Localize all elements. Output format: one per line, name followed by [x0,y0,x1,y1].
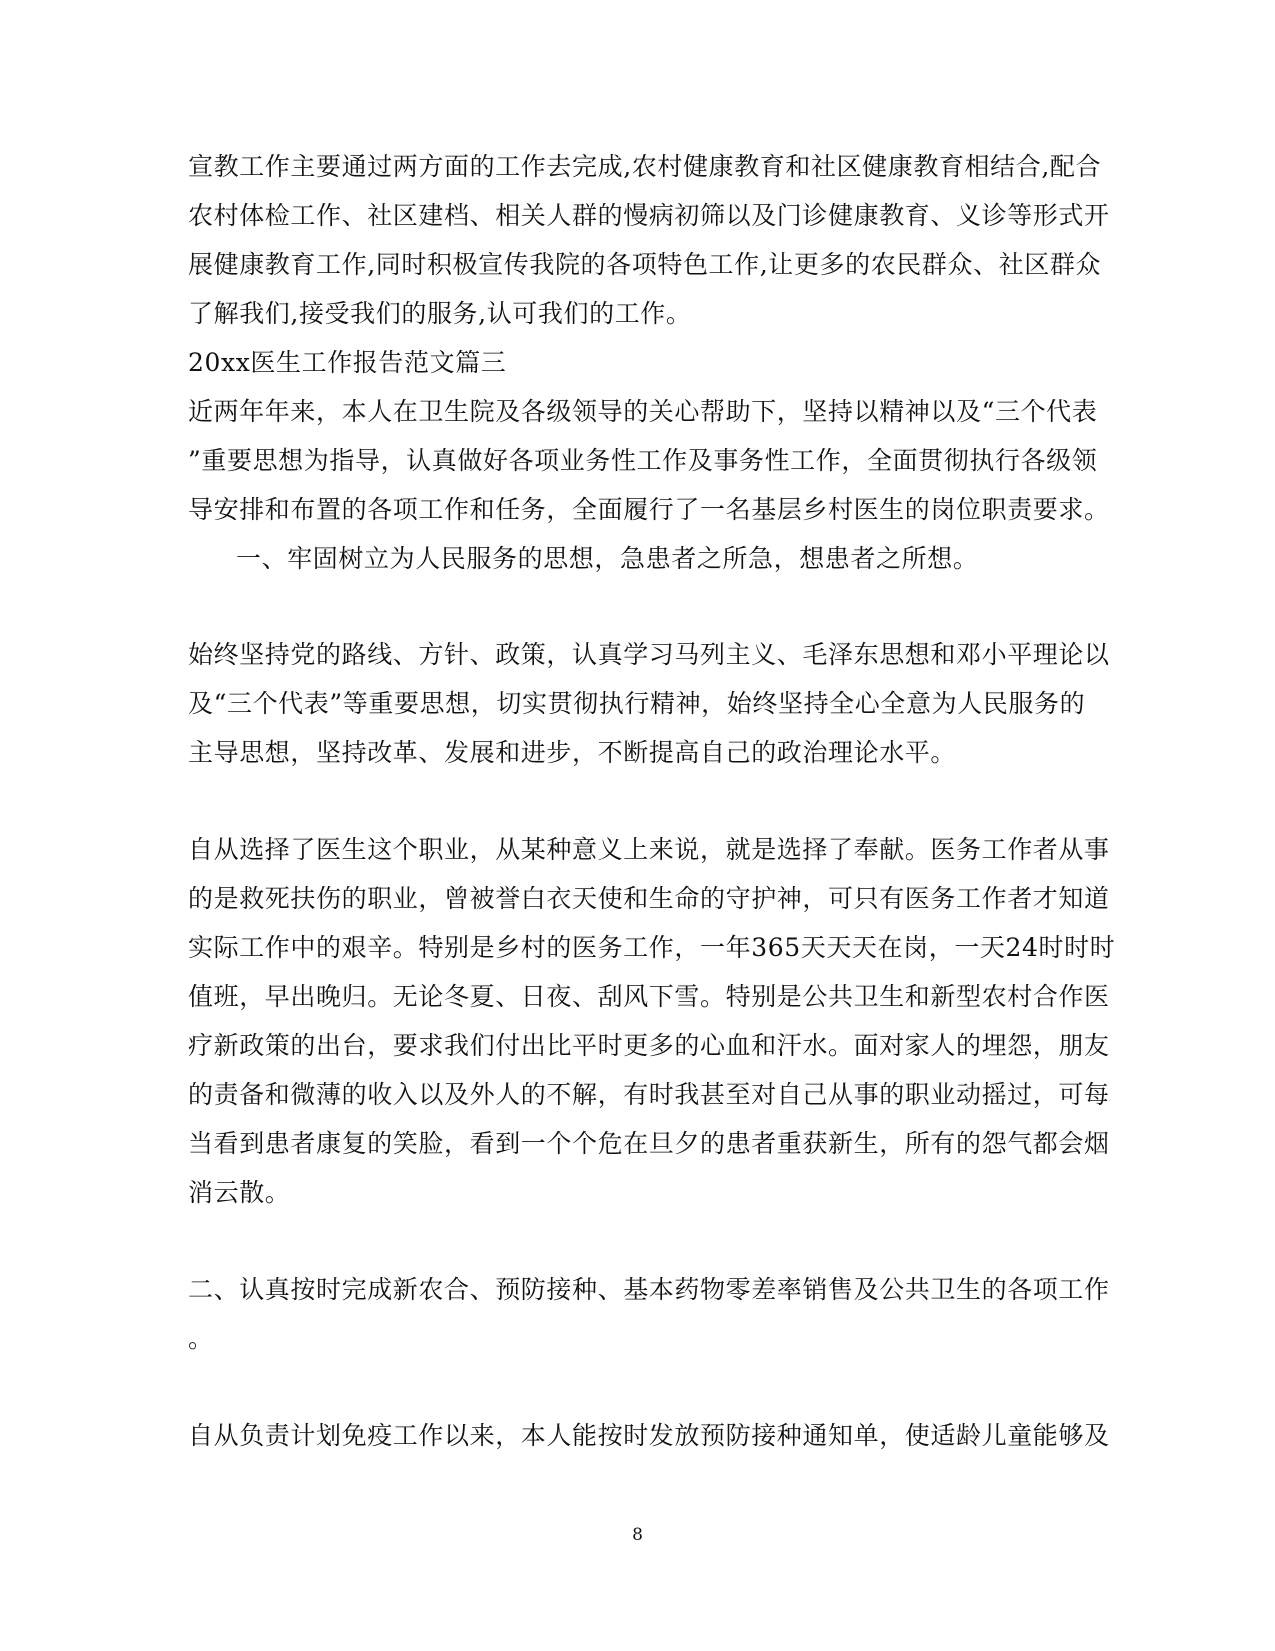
paragraph-line: 及“三个代表”等重要思想，切实贯彻执行精神，始终坚持全心全意为人民服务的 [188,689,1086,718]
paragraph-line: 导安排和布置的各项工作和任务，全面履行了一名基层乡村医生的岗位职责要求。 [188,495,1110,524]
paragraph-line: 实际工作中的艰辛。特别是乡村的医务工作，一年365天天天在岗，一天24时时时 [188,933,1116,962]
paragraph-line: ”重要思想为指导，认真做好各项业务性工作及事务性工作，全面贯彻执行各级领 [188,446,1098,475]
paragraph-line: 宣教工作主要通过两方面的工作去完成,农村健康教育和社区健康教育相结合,配合 [188,152,1102,181]
paragraph-line: 消云散。 [188,1178,291,1207]
paragraph-line: 当看到患者康复的笑脸，看到一个个危在旦夕的患者重获新生，所有的怨气都会烟 [188,1129,1110,1158]
paragraph-line: 自从选择了医生这个职业，从某种意义上来说，就是选择了奉献。医务工作者从事 [188,835,1110,864]
section-heading: 20xx医生工作报告范文篇三 [188,348,507,377]
paragraph-line: 近两年年来，本人在卫生院及各级领导的关心帮助下，坚持以精神以及“三个代表 [188,397,1098,426]
paragraph-line: 疗新政策的出台，要求我们付出比平时更多的心血和汗水。面对家人的埋怨，朋友 [188,1031,1110,1060]
paragraph-line: 自从负责计划免疫工作以来，本人能按时发放预防接种通知单，使适龄儿童能够及 [188,1421,1110,1450]
paragraph-line: 始终坚持党的路线、方针、政策，认真学习马列主义、毛泽东思想和邓小平理论以 [188,640,1110,669]
subsection-heading: 一、牢固树立为人民服务的思想，急患者之所急，想患者之所想。 [236,544,979,573]
paragraph-line: 值班，早出晚归。无论冬夏、日夜、刮风下雪。特别是公共卫生和新型农村合作医 [188,982,1110,1011]
paragraph-line: 农村体检工作、社区建档、相关人群的慢病初筛以及门诊健康教育、义诊等形式开 [188,201,1110,230]
paragraph-line: 展健康教育工作,同时积极宣传我院的各项特色工作,让更多的农民群众、社区群众 [188,250,1102,279]
page-number: 8 [632,1525,643,1545]
paragraph-line: 了解我们,接受我们的服务,认可我们的工作。 [188,299,692,328]
subsection-heading: 二、认真按时完成新农合、预防接种、基本药物零差率销售及公共卫生的各项工作 [188,1275,1110,1304]
paragraph-line: 主导思想，坚持改革、发展和进步，不断提高自己的政治理论水平。 [188,738,957,767]
paragraph-line: 的是救死扶伤的职业，曾被誉白衣天使和生命的守护神，可只有医务工作者才知道 [188,884,1110,913]
paragraph-line: 。 [188,1324,214,1353]
paragraph-line: 的责备和微薄的收入以及外人的不解，有时我甚至对自己从事的职业动摇过，可每 [188,1080,1110,1109]
